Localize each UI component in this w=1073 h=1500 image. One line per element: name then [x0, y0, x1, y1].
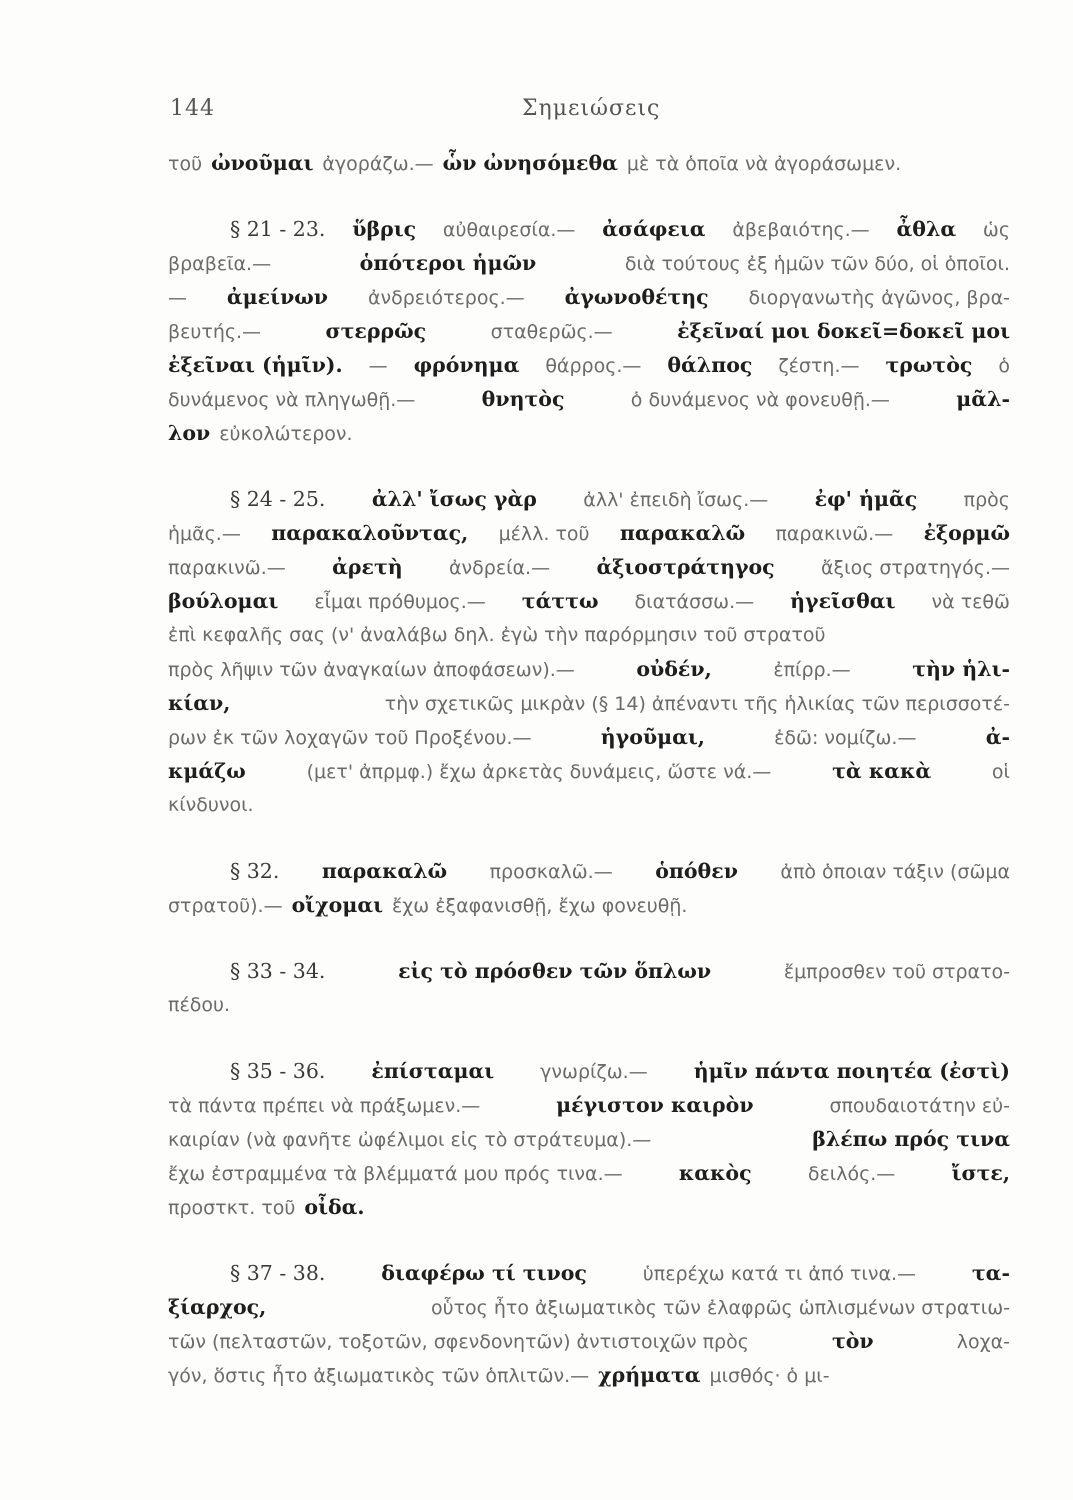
headword: μᾶλ- [956, 387, 1010, 411]
gloss-text: ἔχω ἐξαφανισθῇ, ἔχω φονευθῇ. [392, 895, 688, 917]
gloss-text: ὡς [982, 219, 1010, 241]
gloss-text: πέδου. [168, 994, 230, 1016]
headword: τὸν [831, 1329, 874, 1353]
headword: ὠνοῦμαι [211, 151, 314, 175]
gloss-text: σπουδαιοτάτην εὐ- [829, 1095, 1010, 1117]
headword: ἐπίσταμαι [371, 1059, 495, 1083]
text-line [168, 314, 1010, 348]
gloss-text: νὰ τεθῶ [931, 591, 1010, 613]
gloss-text: ἡμᾶς.— [168, 523, 241, 545]
text-line [168, 382, 1010, 416]
text-line [168, 1256, 1010, 1290]
gloss-text: ὑπερέχω κατά τι ἀπό τινα.— [642, 1263, 917, 1285]
headword: λον [168, 421, 211, 445]
headword: ἀσάφεια [602, 217, 706, 241]
gloss-text: καιρίαν (νὰ φανῆτε ὠφέλιμοι εἰς τὸ στράτευμα).— [168, 1129, 652, 1151]
headword: τὴν ἡλι- [912, 657, 1010, 681]
gloss-text: οἱ [991, 761, 1010, 783]
text-line [168, 720, 1010, 754]
paragraph-gap [168, 922, 1010, 954]
gloss-text: οὗτος ἦτο ἀξιωματικὸς τῶν ἐλαφρῶς ὡπλισμένων στρατιω- [430, 1297, 1010, 1319]
note-paragraph [168, 482, 1010, 822]
note-paragraph [168, 854, 1010, 922]
headword: ἀμείνων [226, 285, 329, 309]
headword: ἐξεῖναι (ἡμῖν). [168, 353, 343, 377]
headword: ἐξεῖναί μοι δοκεῖ=δοκεῖ μοι [677, 319, 1010, 343]
paragraph-gap [168, 450, 1010, 482]
section-reference: § 35 - 36. [230, 1059, 326, 1083]
text-line [168, 954, 1010, 988]
gloss-text: ἀγοράζω.— [322, 153, 434, 175]
gloss-text: ὁ δυνάμενος νὰ φονευθῇ.— [630, 389, 890, 411]
headword: ἐφ' ἡμᾶς [814, 487, 918, 511]
headword: κακὸς [678, 1161, 752, 1185]
headword: ἆθλα [896, 217, 957, 241]
headword: τάττω [521, 589, 599, 613]
headword: φρόνημα [413, 353, 520, 377]
text-line [168, 1190, 1010, 1224]
gloss-text: ἀλλ' ἐπειδὴ ἴσως.— [583, 489, 769, 511]
gloss-text: πρὸς λῆψιν τῶν ἀναγκαίων ἀποφάσεων).— [168, 659, 575, 681]
gloss-text: ἀβεβαιότης.— [732, 219, 870, 241]
gloss-text: ρων ἐκ τῶν λοχαγῶν τοῦ Προξένου.— [168, 727, 532, 749]
headword: τὰ κακὰ [832, 759, 932, 783]
headword: ὁπόθεν [655, 859, 738, 883]
gloss-text: εἶμαι πρόθυμος.— [314, 591, 486, 613]
note-paragraph [168, 954, 1010, 1022]
gloss-text: (μετ' ἀπρμφ.) ἔχω ἀρκετὰς δυνάμεις, ὥστε νά.— [306, 761, 772, 783]
headword: ὧν ὠνησόμεθα [442, 151, 618, 175]
headword: παρακαλῶ [619, 521, 746, 545]
text-line [168, 1290, 1010, 1324]
text-line [168, 854, 1010, 888]
headword: μέγιστον καιρὸν [556, 1093, 754, 1117]
notes-text [168, 146, 1010, 1392]
paragraph-gap [168, 180, 1010, 212]
gloss-text: παρακινῶ.— [168, 557, 286, 579]
gloss-text: ἀνδρειότερος.— [367, 287, 525, 309]
gloss-text: γνωρίζω.— [540, 1061, 648, 1083]
text-line [168, 1358, 1010, 1392]
text-line [168, 1156, 1010, 1190]
gloss-text: μισθός· ὁ μι- [709, 1365, 830, 1387]
headword: βλέπω πρός τινα [812, 1127, 1010, 1151]
gloss-text: ὁ [998, 355, 1010, 377]
text-line [168, 686, 1010, 720]
gloss-text: γόν, ὅστις ἦτο ἀξιωματικὸς τῶν ὁπλιτῶν.— [168, 1365, 590, 1387]
gloss-text: διοργανωτὴς ἀγῶνος, βρα- [748, 287, 1010, 309]
text-line [168, 482, 1010, 516]
gloss-text: διὰ τούτους ἐξ ἡμῶν τῶν δύο, οἱ ὁποῖοι. [624, 253, 1010, 275]
text-line [168, 416, 1010, 450]
gloss-text: ἐδῶ: νομίζω.— [774, 727, 917, 749]
gloss-text: τὴν σχετικῶς μικρὰν (§ 14) ἀπέναντι τῆς ἡλικίας τῶν περισσοτέ- [384, 693, 1010, 715]
headword: χρήματα [598, 1363, 701, 1387]
gloss-text: λοχα- [956, 1331, 1010, 1353]
gloss-text: ἐπίρρ.— [773, 659, 851, 681]
gloss-text: δυνάμενος νὰ πληγωθῇ.— [168, 389, 416, 411]
headword: ἀρετὴ [332, 555, 403, 579]
running-head: Σημειώσεις [522, 96, 661, 121]
paragraph-gap [168, 822, 1010, 854]
text-line [168, 652, 1010, 686]
gloss-text: — [368, 355, 388, 377]
text-line [168, 988, 1010, 1022]
headword: κμάζω [168, 759, 246, 783]
headword: ἀγωνοθέτης [564, 285, 709, 309]
note-paragraph [168, 1054, 1010, 1224]
gloss-text: ἀπὸ ὁποιαν τάξιν (σῶμα [780, 861, 1010, 883]
gloss-text: πρὸς [963, 489, 1010, 511]
gloss-text: δειλός.— [807, 1163, 896, 1185]
text-line [168, 1054, 1010, 1088]
text-line [168, 212, 1010, 246]
text-line [168, 888, 1010, 922]
headword: ὕβρις [352, 217, 417, 241]
note-paragraph [168, 212, 1010, 450]
headword: θνητὸς [481, 387, 565, 411]
text-line [168, 146, 1010, 180]
gloss-text: ἄξιος στρατηγός.— [821, 557, 1010, 579]
headword: παρακαλῶ [321, 859, 448, 883]
text-line [168, 348, 1010, 382]
headword: οἴχομαι [291, 893, 384, 917]
text-line [168, 1324, 1010, 1358]
headword: τρωτὸς [885, 353, 973, 377]
headword: ἡμῖν πάντα ποιητέα (ἐστὶ) [693, 1059, 1010, 1083]
gloss-text: τὰ πάντα πρέπει νὰ πράξωμεν.— [168, 1095, 481, 1117]
gloss-text: παρακινῶ.— [775, 523, 894, 545]
gloss-text: προσκαλῶ.— [489, 861, 613, 883]
paragraph-gap [168, 1022, 1010, 1054]
gloss-text: αὐθαιρεσία.— [442, 219, 576, 241]
section-reference: § 24 - 25. [230, 487, 326, 511]
text-line [168, 1122, 1010, 1156]
gloss-text: διατάσσω.— [634, 591, 755, 613]
headword: εἰς τὸ πρόσθεν τῶν ὅπλων [398, 959, 712, 983]
headword: ἀξιοστράτηγος [596, 555, 775, 579]
gloss-text: τῶν (πελταστῶν, τοξοτῶν, σφενδονητῶν) ἀντιστοιχῶν πρὸς [168, 1331, 749, 1353]
paragraph-gap [168, 1224, 1010, 1256]
headword: ἡγοῦμαι, [600, 725, 705, 749]
text-line [168, 550, 1010, 584]
text-line [168, 516, 1010, 550]
gloss-text: — [168, 287, 187, 309]
text-line [168, 754, 1010, 788]
gloss-text: ἔμπροσθεν τοῦ στρατο- [783, 961, 1010, 983]
page-number: 144 [170, 96, 215, 121]
gloss-text: θάρρος.— [545, 355, 642, 377]
headword: διαφέρω τί τινος [381, 1261, 587, 1285]
headword: θάλπος [667, 353, 753, 377]
headword: ἀλλ' ἴσως γὰρ [371, 487, 537, 511]
text-line [168, 246, 1010, 280]
gloss-text: ἐπὶ κεφαλῆς σας (ν' ἀναλάβω δηλ. ἐγὼ τὴν παρόρμησιν τοῦ στρατοῦ [168, 624, 826, 646]
headword: ὁπότεροι ἡμῶν [359, 251, 537, 275]
gloss-text: μὲ τὰ ὁποῖα νὰ ἀγοράσωμεν. [626, 153, 902, 175]
gloss-text: ζέστη.— [778, 355, 860, 377]
text-line [168, 788, 1010, 822]
gloss-text: ἔχω ἐστραμμένα τὰ βλέμματά μου πρός τινα.— [168, 1163, 623, 1185]
headword: παρακαλοῦντας, [271, 521, 469, 545]
text-line [168, 1088, 1010, 1122]
gloss-text: μέλλ. τοῦ [498, 523, 590, 545]
headword: ἡγεῖσθαι [790, 589, 896, 613]
text-line [168, 618, 1010, 652]
headword: ἴστε, [951, 1161, 1010, 1185]
headword: οἶδα. [304, 1195, 365, 1219]
gloss-text: κίνδυνοι. [168, 794, 254, 816]
text-line [168, 280, 1010, 314]
headword: ξίαρχος, [168, 1295, 267, 1319]
gloss-text: ἀνδρεία.— [449, 557, 551, 579]
gloss-text: στρατοῦ).— [168, 895, 283, 917]
gloss-text: σταθερῶς.— [490, 321, 613, 343]
note-paragraph [168, 1256, 1010, 1392]
headword: κίαν, [168, 691, 231, 715]
text-line [168, 584, 1010, 618]
section-reference: § 37 - 38. [230, 1261, 326, 1285]
note-paragraph [168, 146, 1010, 180]
gloss-text: προστκτ. τοῦ [168, 1197, 296, 1219]
headword: στερρῶς [325, 319, 427, 343]
gloss-text: βευτής.— [168, 321, 262, 343]
section-reference: § 21 - 23. [230, 217, 326, 241]
gloss-text: τοῦ [168, 153, 203, 175]
headword: ἐξορμῶ [923, 521, 1010, 545]
section-reference: § 32. [230, 859, 280, 883]
headword: βούλομαι [168, 589, 279, 613]
headword: τα- [971, 1261, 1010, 1285]
headword: οὐδέν, [636, 657, 712, 681]
section-reference: § 33 - 34. [230, 959, 326, 983]
page-header [170, 96, 1010, 130]
gloss-text: βραβεῖα.— [168, 253, 272, 275]
gloss-text: εὐκολώτερον. [219, 423, 353, 445]
headword: ἀ- [985, 725, 1010, 749]
